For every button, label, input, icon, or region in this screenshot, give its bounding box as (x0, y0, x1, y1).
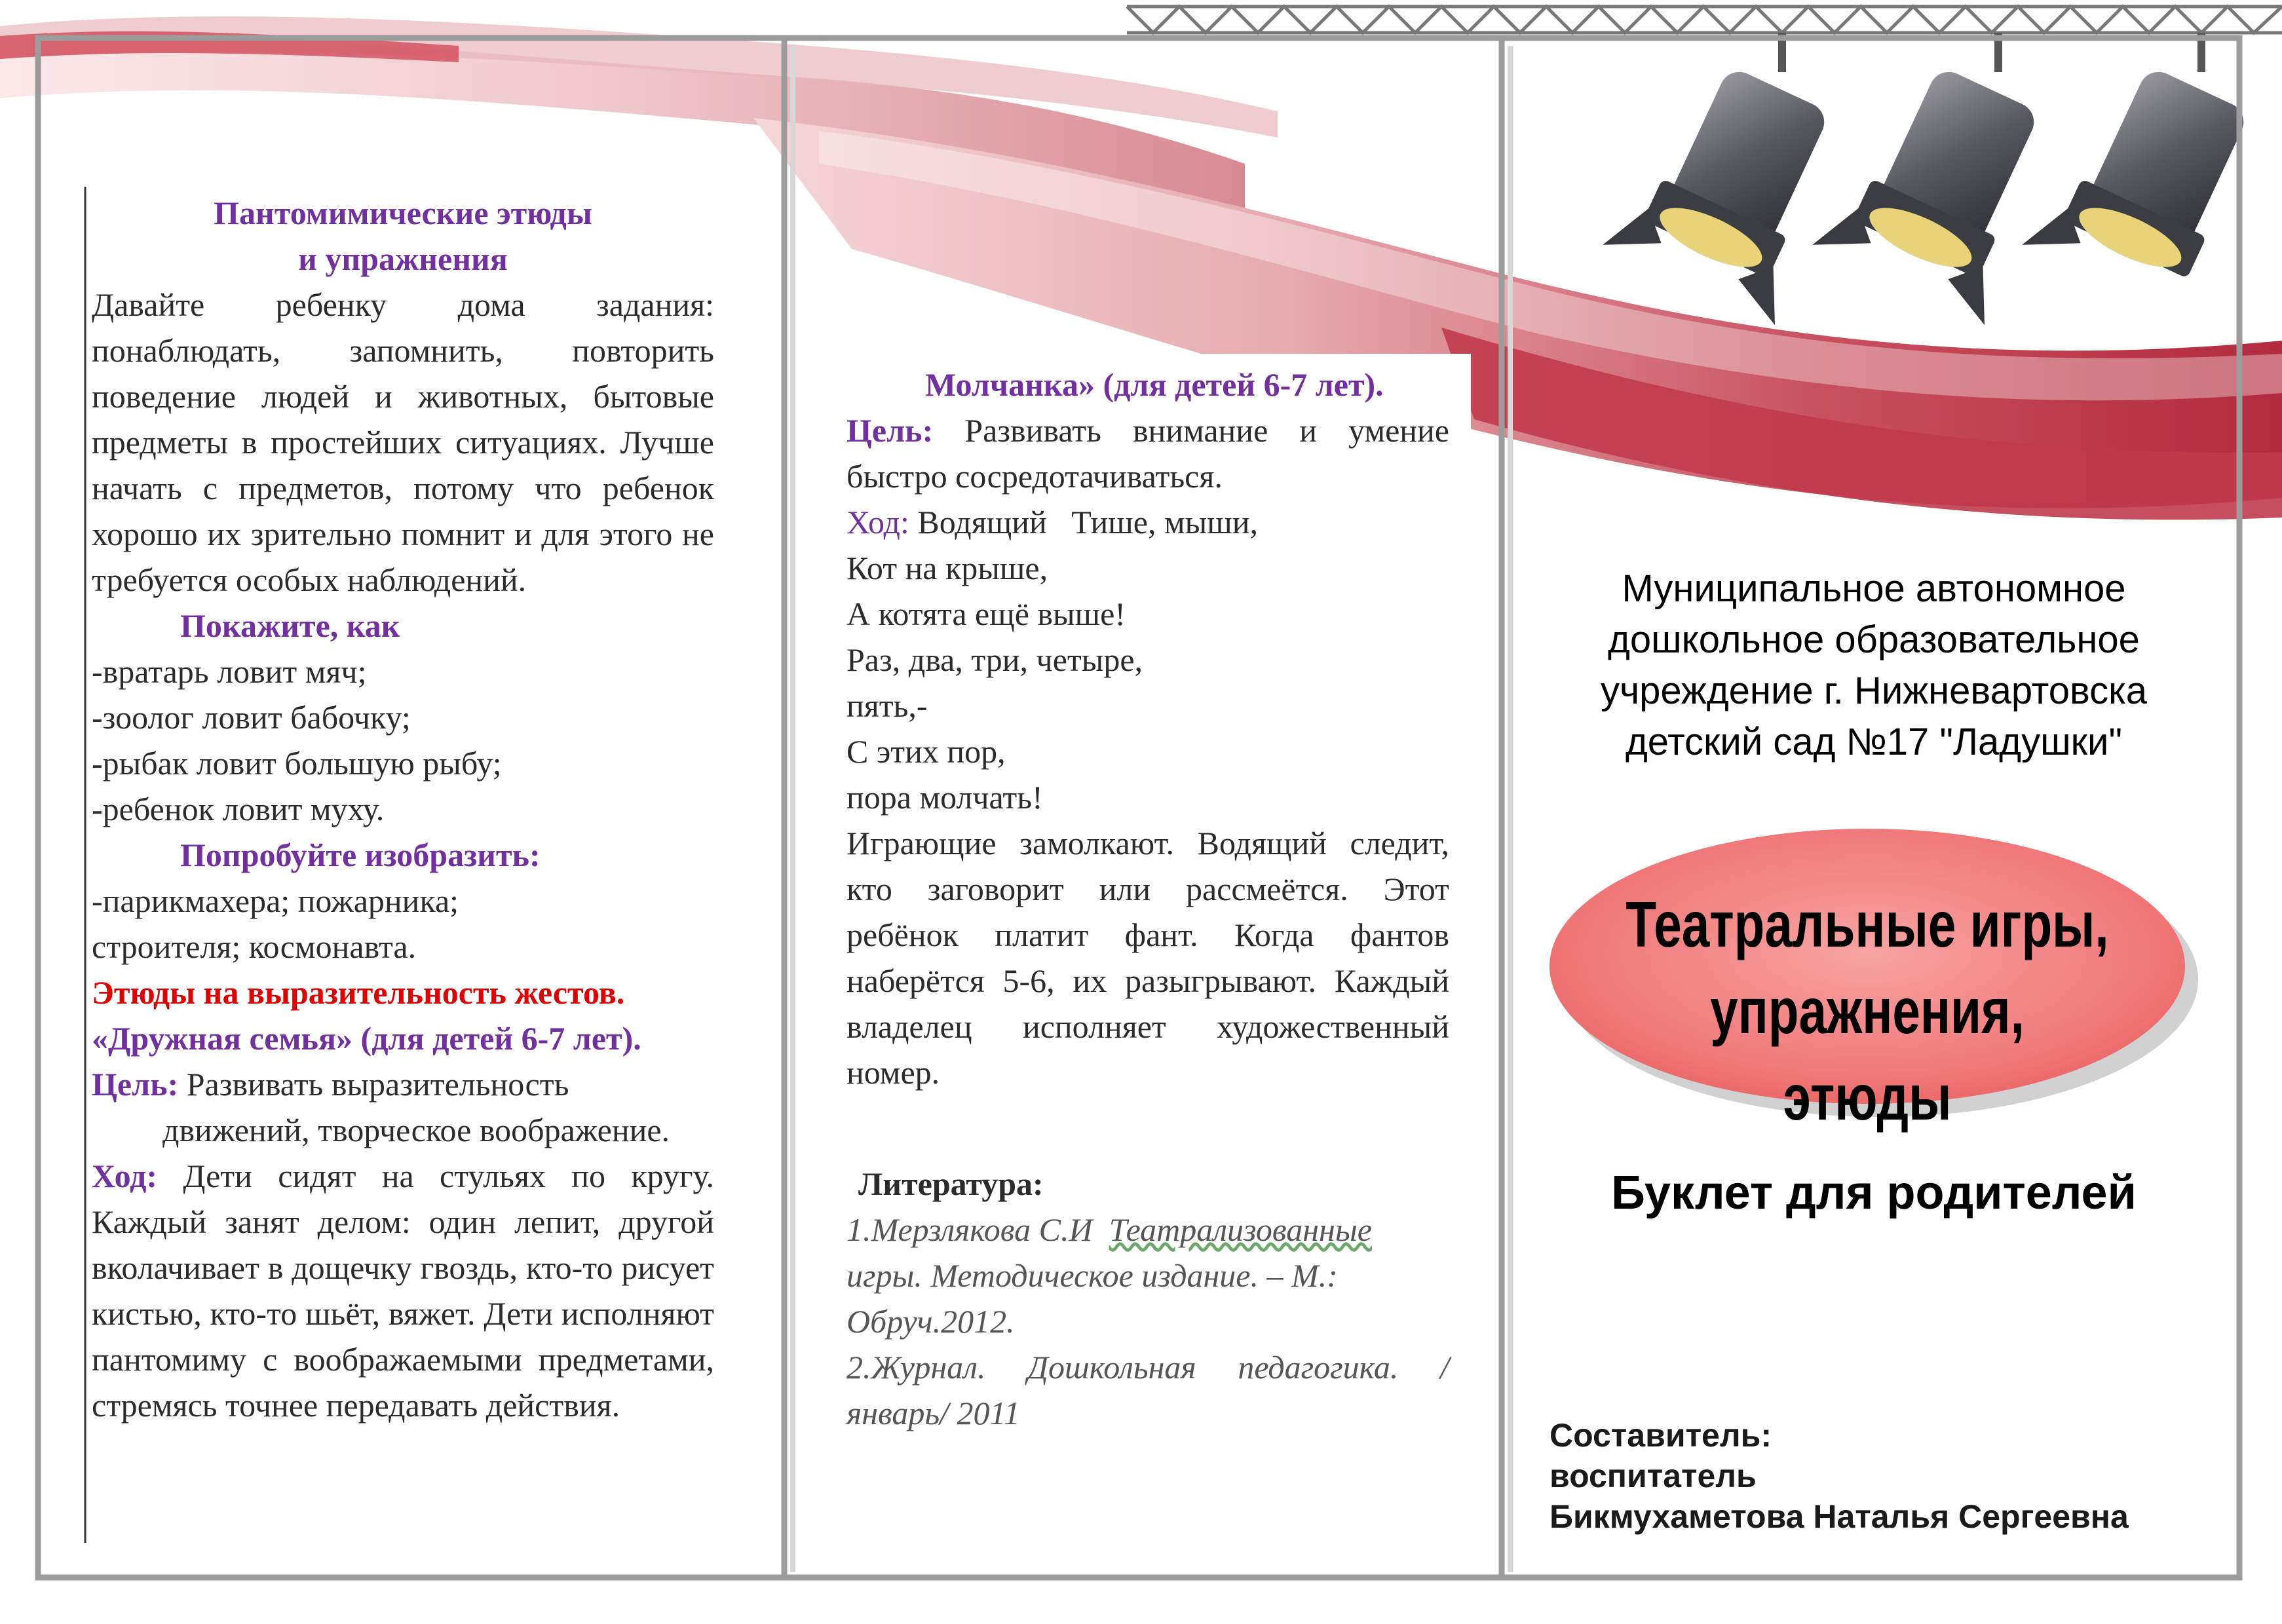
lighting-truss (1127, 7, 2282, 33)
poem-line: С этих пор, (846, 733, 1006, 770)
goal-text: Развивать внимание и умение быстро сосредотачиваться. (846, 412, 1449, 495)
panel1-goal-cont: движений, творческое воображение. (162, 1112, 670, 1148)
literature-item-2: 2.Журнал. Дошкольная педагогика. /январь/ 2011 (846, 1349, 1449, 1431)
panel1-try-heading: Попробуйте изобразить: (180, 837, 541, 873)
spotlight-1-icon (1603, 33, 1866, 325)
move-label: Ход: (92, 1158, 158, 1194)
panel1-goal (92, 1061, 714, 1107)
list-item: -рыбак ловит большую рыбу; (92, 745, 502, 782)
panel2-goal (846, 407, 1449, 499)
panel2-move (846, 499, 1449, 545)
list-item: строителя; космонавта. (92, 928, 417, 965)
literature-heading: Литература: (858, 1165, 1044, 1202)
goal-text: Развивать выразительность (178, 1066, 569, 1103)
poem-line: пять,- (846, 687, 928, 724)
panel1-game-title: «Дружная семья» (для детей 6-7 лет). (92, 1020, 641, 1057)
poem-line: пора молчать! (846, 779, 1043, 816)
panel2-game-title: Молчанка» (для детей 6-7 лет). (925, 366, 1384, 403)
literature-item-1 (846, 1207, 1449, 1344)
panel1-title-line2: и упражнения (298, 240, 508, 277)
panel1-etudes-heading: Этюды на выразительность жестов. (92, 974, 625, 1011)
spotlight-3-icon (2022, 33, 2262, 314)
booklet-subtitle: Буклет для родителей (1611, 1167, 2137, 1219)
poem-line: Кот на крыше, (846, 550, 1048, 586)
goal-label: Цель: (846, 412, 934, 449)
poem-line: А котята ещё выше! (846, 595, 1126, 632)
org-line: дошкольное образовательное (1608, 618, 2140, 661)
list-item: -ребенок ловит муху. (92, 791, 385, 827)
org-line: Муниципальное автономное (1622, 567, 2126, 610)
panel1-intro: Давайте ребенку дома задания: понаблюдать, запомнить, повторить поведение людей и животных, бытовые предметы в простейших ситуациях. Лучше начать с предметов, потому что ребенок хорошо их зрительно помнит и для этого не требуется особых наблюдений. (92, 286, 714, 598)
booklet-title (1620, 881, 2116, 1141)
list-item: -парикмахера; пожарника; (92, 882, 459, 919)
panel-middle (846, 362, 1449, 1436)
goal-label: Цель: (92, 1066, 179, 1103)
compiler-name: Бикмухаметова Наталья Сергеевна (1550, 1498, 2129, 1535)
lit1-title: Театрализованные (1109, 1211, 1372, 1248)
organization-name (1527, 563, 2221, 768)
lit1-author: 1.Мерзлякова С.И (846, 1211, 1109, 1248)
poem-line: Раз, два, три, четыре, (846, 641, 1143, 678)
compiler-block (1550, 1415, 2231, 1537)
move-text: Водящий Тише, мыши, (909, 504, 1258, 540)
panel-left (92, 190, 714, 1428)
spotlight-2-icon (1812, 33, 2076, 325)
move-text: Дети сидят на стульях по кругу. Каждый занят делом: один лепит, другой вколачивает в дощечку гвоздь, кто-то рисует кистью, кто-то шьёт, вяжет. Дети исполняют пантомиму с воображаемыми предметами, стремясь точнее передавать действия. (92, 1158, 714, 1424)
panel1-show-heading: Покажите, как (180, 607, 400, 644)
panel1-move (92, 1153, 714, 1428)
lit1-rest: игры. Методическое издание. – М.: Обруч.2012. (846, 1257, 1338, 1340)
list-item: -зоолог ловит бабочку; (92, 699, 411, 736)
panel-right (1527, 563, 2221, 768)
org-line: учреждение г. Нижневартовска (1600, 670, 2148, 712)
title-line: упражнения, этюды (1710, 975, 2025, 1133)
panel2-rules: Играющие замолкают. Водящий следит, кто заговорит или рассмеётся. Этот ребёнок платит фант. Когда фантов наберётся 5-6, их разыгрывают. Каждый владелец исполняет художественный номер. (846, 825, 1449, 1091)
compiler-label: Составитель: (1550, 1417, 1772, 1454)
title-line: Театральные игры, (1626, 888, 2109, 960)
list-item: -вратарь ловит мяч; (92, 653, 367, 690)
move-label: Ход: (846, 504, 909, 540)
org-line: детский сад №17 "Ладушки" (1625, 721, 2123, 763)
panel1-title-line1: Пантомимические этюды (214, 195, 592, 231)
compiler-role: воспитатель (1550, 1458, 1757, 1494)
